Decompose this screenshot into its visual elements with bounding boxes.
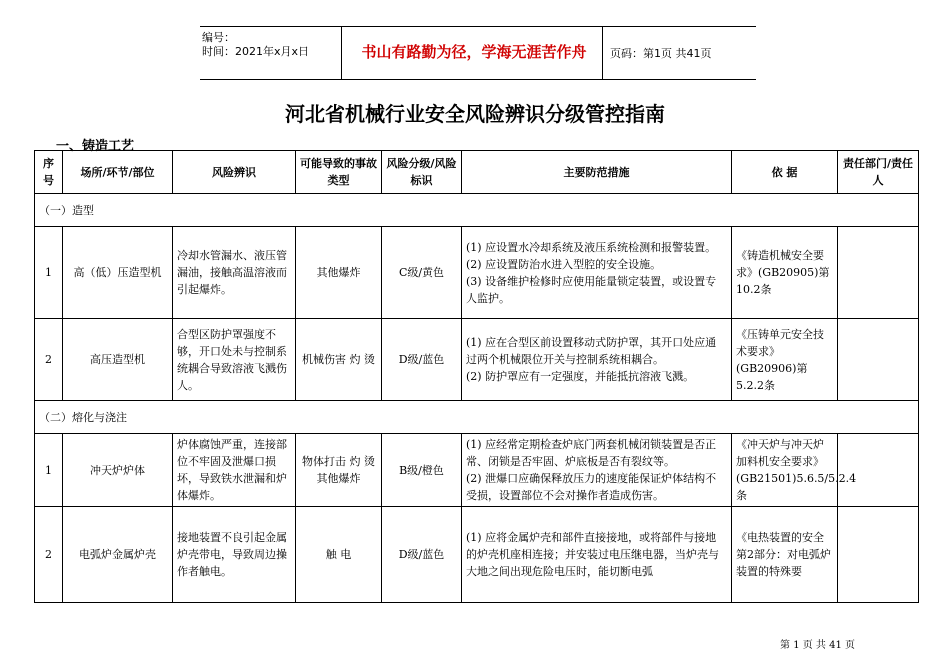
measure-item: (3) 设备维护检修时应使用能量锁定装置，或设置专人监护。 <box>466 274 717 305</box>
row-level: D级/蓝色 <box>382 507 462 603</box>
row-number: 1 <box>35 434 63 507</box>
column-header: 风险辨识 <box>173 151 296 194</box>
row-level: D级/蓝色 <box>382 319 462 401</box>
table-row <box>35 227 919 319</box>
row-measures <box>462 319 732 401</box>
row-accident: 其他爆炸 <box>296 227 382 319</box>
column-header: 责任部门/责任人 <box>838 151 919 194</box>
document-header <box>200 26 756 80</box>
row-basis: 《铸造机械安全要求》(GB20905)第10.2条 <box>732 227 838 319</box>
row-measures <box>462 434 732 507</box>
column-header: 场所/环节/部位 <box>63 151 173 194</box>
row-level: B级/橙色 <box>382 434 462 507</box>
measure-item: (2) 应设置防治水进入型腔的安全设施。 <box>466 257 662 271</box>
column-header: 序号 <box>35 151 63 194</box>
row-responsible <box>838 434 919 507</box>
number-label: 编号： <box>202 31 235 44</box>
row-basis: 《电热装置的安全第2部分：对电弧炉装置的特殊要 <box>732 507 838 603</box>
measure-item: (2) 泄爆口应确保释放压力的速度能保证炉体结构不受损，设置部位不会对操作者造成伤害。 <box>466 472 717 502</box>
section-title: 一、铸造工艺 <box>56 139 135 154</box>
page-footer: 第 1 页 共 41 页 <box>780 640 855 651</box>
row-risk: 接地装置不良引起金属炉壳带电，导致周边操作者触电。 <box>173 507 296 603</box>
row-place: 电弧炉金属炉壳 <box>63 507 173 603</box>
header-meta-cell <box>200 27 342 79</box>
measure-item: (1) 应将金属炉壳和部件直接接地，或将部件与接地的炉壳机座相连接；并安装过电压继电器，当炉壳与大地之间出现危险电压时，能切断电弧 <box>466 531 719 578</box>
row-responsible <box>838 319 919 401</box>
row-measures <box>462 227 732 319</box>
row-responsible <box>838 507 919 603</box>
column-header: 主要防范措施 <box>462 151 732 194</box>
row-number: 2 <box>35 507 63 603</box>
row-accident: 机械伤害 灼 烫 <box>296 319 382 401</box>
table-body <box>35 194 919 603</box>
column-header: 可能导致的事故类型 <box>296 151 382 194</box>
column-header: 依 据 <box>732 151 838 194</box>
risk-table <box>34 150 919 603</box>
time-label: 时间：2021年x月x日 <box>202 45 310 58</box>
header-divider <box>602 27 603 79</box>
page-label: 页码：第1页 共41页 <box>610 47 712 60</box>
row-place: 冲天炉炉体 <box>63 434 173 507</box>
measure-item: (2) 防护罩应有一定强度，并能抵抗溶液飞溅。 <box>466 370 695 383</box>
row-risk: 冷却水管漏水、液压管漏油，接触高温溶液而引起爆炸。 <box>173 227 296 319</box>
row-place: 高压造型机 <box>63 319 173 401</box>
table-row <box>35 507 919 603</box>
group-row <box>35 401 919 434</box>
motto-text: 书山有路勤为径，学海无涯苦作舟 <box>361 43 587 61</box>
row-place: 高（低）压造型机 <box>63 227 173 319</box>
row-number: 1 <box>35 227 63 319</box>
row-risk: 合型区防护罩强度不够，开口处未与控制系统耦合导致溶液飞溅伤人。 <box>173 319 296 401</box>
row-accident: 物体打击 灼 烫 其他爆炸 <box>296 434 382 507</box>
measure-item: (1) 应在合型区前设置移动式防护罩，其开口处应通过两个机械限位开关与控制系统相耦合。 <box>466 336 717 366</box>
table-header-row <box>35 151 919 194</box>
document-title: 河北省机械行业安全风险辨识分级管控指南 <box>285 102 665 126</box>
row-basis: 《冲天炉与冲天炉加料机安全要求》(GB21501)5.6.5/5.2.4条 <box>732 434 838 507</box>
row-number: 2 <box>35 319 63 401</box>
measure-item: (1) 应设置水冷却系统及液压系统检测和报警装置。 <box>466 240 717 254</box>
row-measures <box>462 507 732 603</box>
row-risk: 炉体腐蚀严重，连接部位不牢固及泄爆口损坏，导致铁水泄漏和炉体爆炸。 <box>173 434 296 507</box>
group-title: （二）熔化与浇注 <box>35 401 919 434</box>
row-accident: 触 电 <box>296 507 382 603</box>
row-basis: 《压铸单元安全技术要求》(GB20906)第5.2.2条 <box>732 319 838 401</box>
measure-item: (1) 应经常定期检查炉底门两套机械闭锁装置是否正常、闭锁是否牢固、炉底板是否有裂纹等。 <box>466 438 717 468</box>
table-row <box>35 319 919 401</box>
table-row <box>35 434 919 507</box>
group-title: （一）造型 <box>35 194 919 227</box>
column-header: 风险分级/风险标识 <box>382 151 462 194</box>
row-responsible <box>838 227 919 319</box>
group-row <box>35 194 919 227</box>
row-level: C级/黄色 <box>382 227 462 319</box>
